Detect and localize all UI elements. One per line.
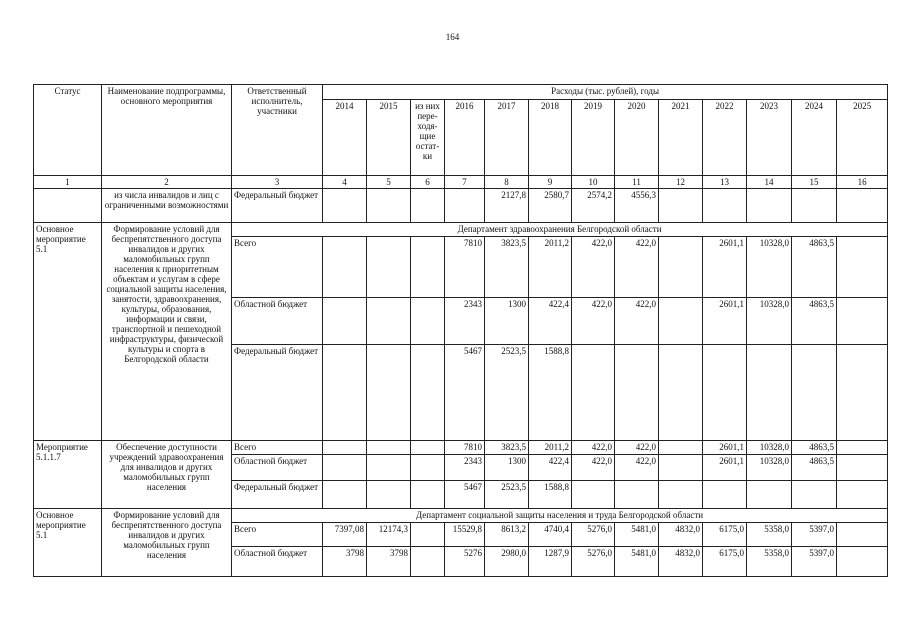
value-cell	[411, 481, 445, 509]
responsible-cell: Областной бюджет	[232, 547, 323, 577]
value-cell	[703, 189, 747, 223]
budget-table	[33, 84, 888, 577]
value-cell: 7810	[445, 441, 485, 455]
column-number: 11	[615, 176, 659, 189]
value-cell	[792, 345, 837, 441]
value-cell: 1300	[485, 298, 529, 345]
value-cell	[411, 455, 445, 481]
value-cell	[323, 481, 367, 509]
value-cell	[747, 189, 792, 223]
header-year: 2014	[323, 100, 367, 176]
value-cell	[323, 237, 367, 298]
value-cell	[572, 481, 615, 509]
value-cell	[837, 237, 888, 298]
column-number: 15	[792, 176, 837, 189]
header-year: 2018	[529, 100, 572, 176]
value-cell	[367, 298, 411, 345]
value-cell	[615, 481, 659, 509]
value-cell	[323, 298, 367, 345]
value-cell	[659, 455, 703, 481]
name-cell: из числа инвалидов и лиц с ограниченными возможностями	[102, 189, 232, 223]
value-cell: 8613,2	[485, 523, 529, 547]
responsible-cell: Всего	[232, 523, 323, 547]
value-cell: 4863,5	[792, 441, 837, 455]
value-cell: 5481,0	[615, 523, 659, 547]
value-cell: 4863,5	[792, 298, 837, 345]
value-cell: 4832,0	[659, 523, 703, 547]
name-cell: Обеспечение доступности учреждений здравоохранения для инвалидов и других маломобильных групп населения	[102, 441, 232, 509]
value-cell: 3823,5	[485, 237, 529, 298]
value-cell: 15529,8	[445, 523, 485, 547]
column-number: 7	[445, 176, 485, 189]
value-cell: 2011,2	[529, 441, 572, 455]
value-cell	[615, 345, 659, 441]
column-number: 2	[102, 176, 232, 189]
header-carryover: из них пере-ходя-щие остат-ки	[411, 100, 445, 176]
value-cell: 2601,1	[703, 298, 747, 345]
column-number: 4	[323, 176, 367, 189]
responsible-cell: Федеральный бюджет	[232, 345, 323, 441]
column-number: 9	[529, 176, 572, 189]
header-row-top	[34, 85, 888, 100]
value-cell: 1300	[485, 455, 529, 481]
value-cell: 2523,5	[485, 345, 529, 441]
value-cell: 3823,5	[485, 441, 529, 455]
header-name: Наименование подпрограммы, основного мероприятия	[102, 85, 232, 176]
value-cell	[837, 481, 888, 509]
page-number: 164	[445, 32, 460, 42]
header-year: 2019	[572, 100, 615, 176]
column-number: 14	[747, 176, 792, 189]
value-cell	[659, 298, 703, 345]
department-row	[34, 223, 888, 237]
value-cell	[837, 441, 888, 455]
value-cell: 10328,0	[747, 455, 792, 481]
responsible-cell: Областной бюджет	[232, 455, 323, 481]
value-cell: 5481,0	[615, 547, 659, 577]
value-cell	[367, 441, 411, 455]
value-cell: 2601,1	[703, 455, 747, 481]
header-responsible: Ответственный исполнитель, участники	[232, 85, 323, 176]
value-cell: 4863,5	[792, 237, 837, 298]
header-year: 2025	[837, 100, 888, 176]
column-number: 16	[837, 176, 888, 189]
department-title: Департамент социальной защиты населения и труда Белгородской области	[232, 509, 888, 523]
value-cell	[837, 298, 888, 345]
column-number: 3	[232, 176, 323, 189]
value-cell: 5358,0	[747, 523, 792, 547]
value-cell	[659, 189, 703, 223]
department-title: Департамент здравоохранения Белгородской области	[232, 223, 888, 237]
value-cell	[837, 523, 888, 547]
value-cell: 7810	[445, 237, 485, 298]
header-status: Статус	[34, 85, 102, 176]
value-cell: 2011,2	[529, 237, 572, 298]
value-cell	[659, 441, 703, 455]
value-cell	[323, 345, 367, 441]
value-cell: 422,0	[615, 237, 659, 298]
value-cell: 2580,7	[529, 189, 572, 223]
value-cell	[323, 455, 367, 481]
header-year: 2016	[445, 100, 485, 176]
value-cell: 4863,5	[792, 455, 837, 481]
value-cell	[411, 298, 445, 345]
value-cell: 422,0	[572, 441, 615, 455]
value-cell: 5397,0	[792, 547, 837, 577]
value-cell: 6175,0	[703, 523, 747, 547]
column-number: 10	[572, 176, 615, 189]
value-cell: 5276	[445, 547, 485, 577]
header-year: 2023	[747, 100, 792, 176]
value-cell: 12174,3	[367, 523, 411, 547]
value-cell: 10328,0	[747, 298, 792, 345]
value-cell	[367, 455, 411, 481]
value-cell: 2523,5	[485, 481, 529, 509]
value-cell: 2343	[445, 298, 485, 345]
header-expenses: Расходы (тыс. рублей), годы	[323, 85, 888, 100]
value-cell	[411, 237, 445, 298]
value-cell	[445, 189, 485, 223]
department-row	[34, 509, 888, 523]
value-cell	[367, 481, 411, 509]
header-year: 2021	[659, 100, 703, 176]
value-cell	[703, 345, 747, 441]
value-cell: 1588,8	[529, 481, 572, 509]
value-cell	[367, 189, 411, 223]
name-cell: Формирование условий для беспрепятственного доступа инвалидов и других маломобильных групп населения	[102, 509, 232, 577]
table-row	[34, 189, 888, 223]
responsible-cell: Федеральный бюджет	[232, 481, 323, 509]
status-cell: Мероприятие 5.1.1.7	[34, 441, 102, 509]
value-cell: 2127,8	[485, 189, 529, 223]
value-cell: 422,0	[572, 455, 615, 481]
value-cell: 422,4	[529, 455, 572, 481]
value-cell: 422,0	[615, 455, 659, 481]
responsible-cell: Всего	[232, 237, 323, 298]
value-cell: 6175,0	[703, 547, 747, 577]
value-cell: 5397,0	[792, 523, 837, 547]
responsible-cell: Всего	[232, 441, 323, 455]
value-cell	[411, 189, 445, 223]
value-cell: 5467	[445, 345, 485, 441]
value-cell	[323, 189, 367, 223]
value-cell	[659, 481, 703, 509]
value-cell	[837, 547, 888, 577]
value-cell: 5467	[445, 481, 485, 509]
value-cell: 2601,1	[703, 441, 747, 455]
value-cell: 5358,0	[747, 547, 792, 577]
value-cell	[572, 345, 615, 441]
value-cell	[659, 237, 703, 298]
status-cell: Основное мероприятие 5.1	[34, 223, 102, 441]
value-cell: 7397,08	[323, 523, 367, 547]
value-cell	[837, 345, 888, 441]
value-cell: 4832,0	[659, 547, 703, 577]
header-year: 2017	[485, 100, 529, 176]
value-cell	[837, 455, 888, 481]
name-cell: Формирование условий для беспрепятственного доступа инвалидов и других маломобильных групп населения к приоритетным объектам и услугам в сфере социальной защиты населения, занятости, здравоохранения, культуры, образования, информации и связи, транспортной и пешеходной инфраструктуры, физической культуры и спорта в Белгородской области	[102, 223, 232, 441]
value-cell	[323, 441, 367, 455]
value-cell	[703, 481, 747, 509]
header-year: 2022	[703, 100, 747, 176]
column-number: 12	[659, 176, 703, 189]
responsible-cell: Федеральный бюджет	[232, 189, 323, 223]
column-number: 13	[703, 176, 747, 189]
value-cell: 4556,3	[615, 189, 659, 223]
value-cell: 422,0	[615, 441, 659, 455]
value-cell: 10328,0	[747, 237, 792, 298]
value-cell: 422,0	[572, 298, 615, 345]
column-number-row	[34, 176, 888, 189]
header-year: 2020	[615, 100, 659, 176]
value-cell	[367, 237, 411, 298]
value-cell	[747, 345, 792, 441]
value-cell	[747, 481, 792, 509]
value-cell: 2980,0	[485, 547, 529, 577]
value-cell: 422,0	[615, 298, 659, 345]
column-number: 6	[411, 176, 445, 189]
table-row	[34, 441, 888, 455]
value-cell: 5276,0	[572, 547, 615, 577]
value-cell: 10328,0	[747, 441, 792, 455]
value-cell: 1588,8	[529, 345, 572, 441]
value-cell	[367, 345, 411, 441]
value-cell: 3798	[367, 547, 411, 577]
header-year: 2015	[367, 100, 411, 176]
value-cell	[792, 481, 837, 509]
value-cell: 2343	[445, 455, 485, 481]
value-cell: 422,4	[529, 298, 572, 345]
status-cell	[34, 189, 102, 223]
status-cell: Основное мероприятие 5.1	[34, 509, 102, 577]
value-cell	[411, 523, 445, 547]
column-number: 5	[367, 176, 411, 189]
value-cell: 1287,9	[529, 547, 572, 577]
value-cell: 2574,2	[572, 189, 615, 223]
column-number: 1	[34, 176, 102, 189]
responsible-cell: Областной бюджет	[232, 298, 323, 345]
column-number: 8	[485, 176, 529, 189]
value-cell	[837, 189, 888, 223]
value-cell: 422,0	[572, 237, 615, 298]
value-cell	[792, 189, 837, 223]
header-year: 2024	[792, 100, 837, 176]
value-cell	[659, 345, 703, 441]
value-cell: 5276,0	[572, 523, 615, 547]
value-cell: 3798	[323, 547, 367, 577]
value-cell	[411, 345, 445, 441]
value-cell	[411, 547, 445, 577]
value-cell: 2601,1	[703, 237, 747, 298]
value-cell: 4740,4	[529, 523, 572, 547]
value-cell	[411, 441, 445, 455]
